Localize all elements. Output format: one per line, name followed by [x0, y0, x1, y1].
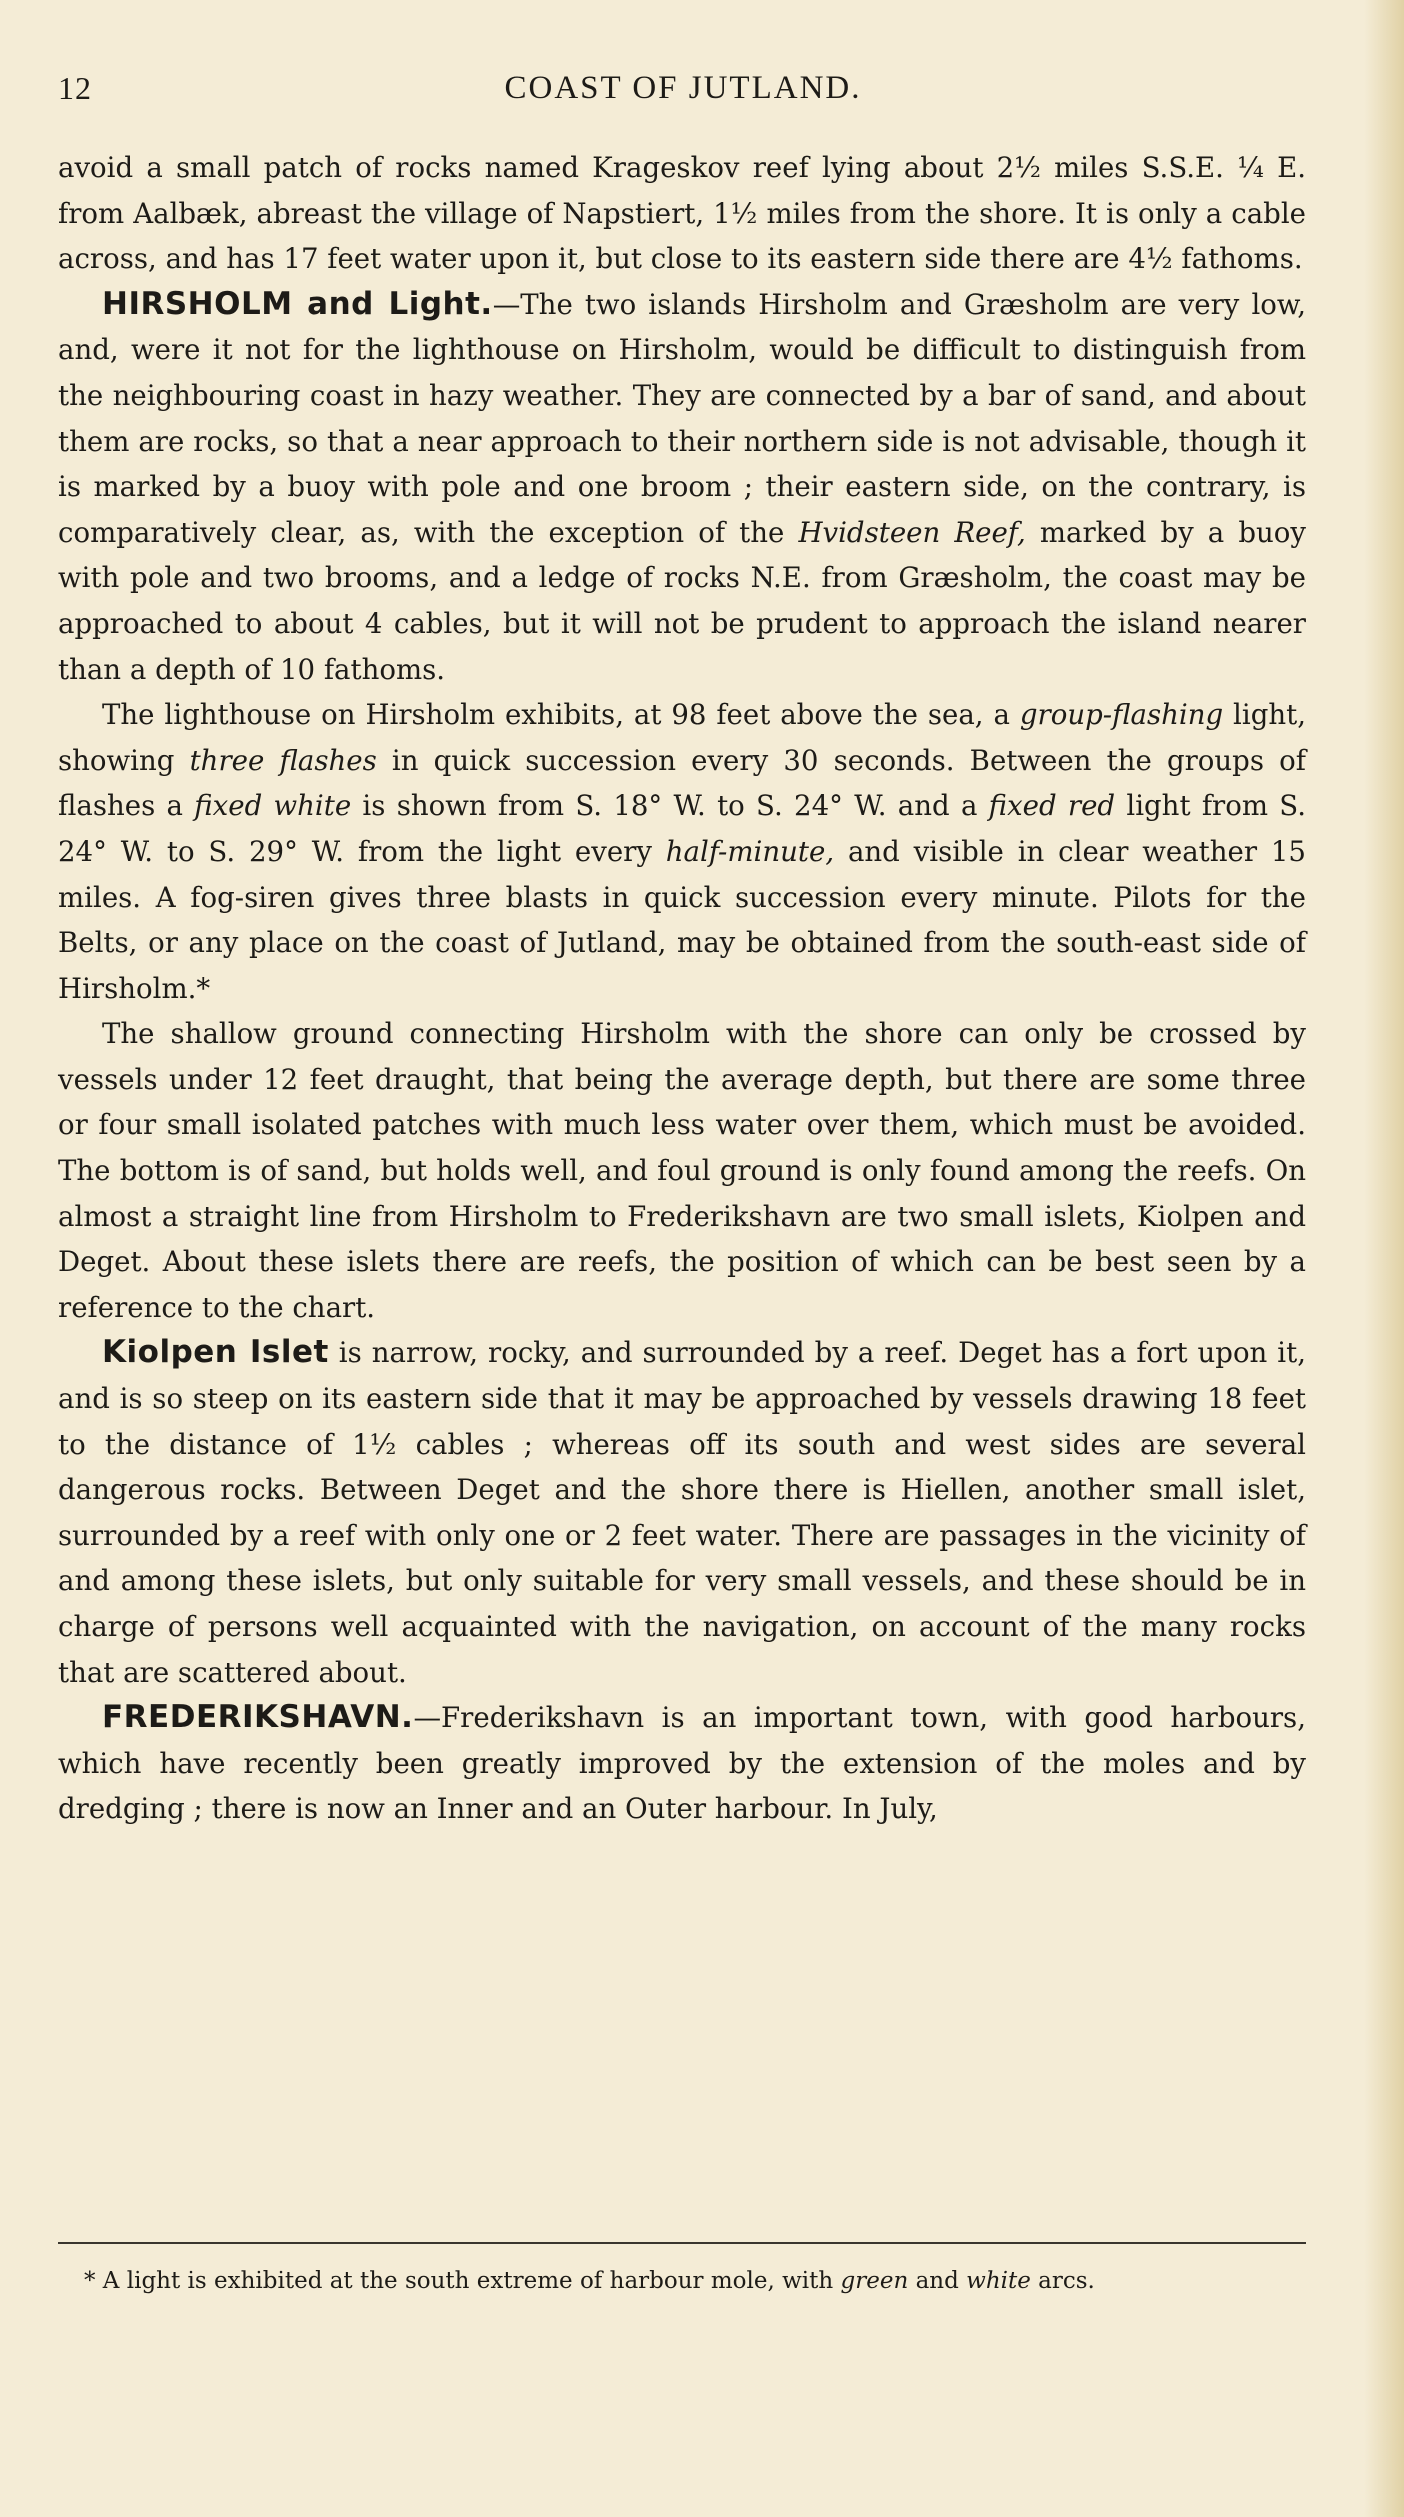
paragraph-text: is shown from S. 18° W. to S. 24° W. and a: [351, 789, 989, 823]
paragraph-text: light from S. 24° W. to S. 29° W. from the light every: [58, 789, 1306, 868]
paragraph-lighthouse: [58, 692, 1306, 1011]
running-title: COAST OF JUTLAND.: [504, 70, 862, 106]
paragraph-krageskov: avoid a small patch of rocks named Krageskov reef lying about 2½ miles S.S.E. ¼ E. from Aalbæk, abreast the village of Napstiert, 1½ miles from the shore. It is only a cable across, and has 17 feet water upon it, but close to its eastern side there are 4½ fathoms.: [58, 151, 1306, 276]
paragraph-text: marked by a buoy with pole and two brooms, and a ledge of rocks N.E. from Græsholm, the coast may be approached to about 4 cables, but it will not be prudent to approach the island nearer than a depth of 10 fathoms.: [58, 515, 1306, 686]
footnote-text: and: [908, 2268, 967, 2294]
paragraph-frederikshavn: [58, 1695, 1306, 1832]
section-heading-frederikshavn: FREDERIKSHAVN.: [102, 1699, 414, 1736]
footnote: [84, 2266, 1314, 2296]
italic-term: group-flashing: [1019, 698, 1224, 732]
page-number: 12: [58, 70, 92, 106]
paragraph-text: and visible in clear weather 15 miles. A fog-siren gives three blasts in quick succession every minute. Pilots for the Belts, or any place on the coast of Jutland, may be obtained from the south-east side of Hirsholm.*: [58, 834, 1306, 1005]
italic-term: half-minute,: [665, 834, 835, 868]
italic-term: green: [840, 2268, 909, 2294]
footnote-text: * A light is exhibited at the south extreme of harbour mole, with: [84, 2268, 841, 2294]
paragraph-hirsholm: [58, 282, 1306, 692]
paragraph-text: —The two islands Hirsholm and Græsholm are very low, and, were it not for the lighthouse on Hirsholm, would be difficult to distinguish from the neighbouring coast in hazy weather. They are connected by a bar of sand, and about them are rocks, so that a near approach to their northern side is not advisable, though it is marked by a buoy with pole and one broom ; their eastern side, on the contrary, is comparatively clear, as, with the exception of the: [58, 287, 1306, 549]
section-heading-kiolpen: Kiolpen Islet: [102, 1334, 329, 1371]
italic-term: white: [966, 2268, 1031, 2294]
body-text: [58, 145, 1306, 1832]
italic-term: three flashes: [189, 743, 377, 777]
italic-term: fixed white: [194, 789, 352, 823]
paragraph-kiolpen: [58, 1330, 1306, 1695]
paragraph-text: The lighthouse on Hirsholm exhibits, at 98 feet above the sea, a: [102, 698, 1020, 732]
page-header: [58, 70, 1308, 120]
italic-term: Hvidsteen Reef,: [798, 515, 1026, 549]
paragraph-text: —Frederikshavn is an important town, with good harbours, which have recently been greatly improved by the extension of the moles and by dredging ; there is now an Inner and an Outer harbour. In July,: [58, 1701, 1306, 1826]
footnote-text: arcs.: [1030, 2268, 1095, 2294]
paragraph-text: is narrow, rocky, and surrounded by a reef. Deget has a fort upon it, and is so steep on its eastern side that it may be approached by vessels drawing 18 feet to the distance of 1½ cables ; whereas off its south and west sides are several dangerous rocks. Between Deget and the shore there is Hiellen, another small islet, surrounded by a reef with only one or 2 feet water. There are passages in the vicinity of and among these islets, but only suitable for very small vessels, and these should be in charge of persons well acquainted with the navigation, on account of the many rocks that are scattered about.: [58, 1336, 1306, 1689]
paragraph-text: in quick succession every 30 seconds. Between the groups of flashes a: [58, 743, 1306, 823]
page-edge-shadow: [1364, 0, 1404, 2517]
paragraph-text: light, showing: [58, 698, 1306, 777]
section-heading-hirsholm: HIRSHOLM and Light.: [102, 285, 493, 322]
paragraph-shallow-ground: The shallow ground connecting Hirsholm with the shore can only be crossed by vessels under 12 feet draught, that being the average depth, but there are some three or four small isolated patches with much less water over them, which must be avoided. The bottom is of sand, but holds well, and foul ground is only found among the reefs. On almost a straight line from Hirsholm to Frederikshavn are two small islets, Kiolpen and Deget. About these islets there are reefs, the position of which can be best seen by a reference to the chart.: [58, 1017, 1306, 1324]
footnote-divider: [58, 2242, 1306, 2244]
italic-term: fixed red: [988, 789, 1116, 823]
